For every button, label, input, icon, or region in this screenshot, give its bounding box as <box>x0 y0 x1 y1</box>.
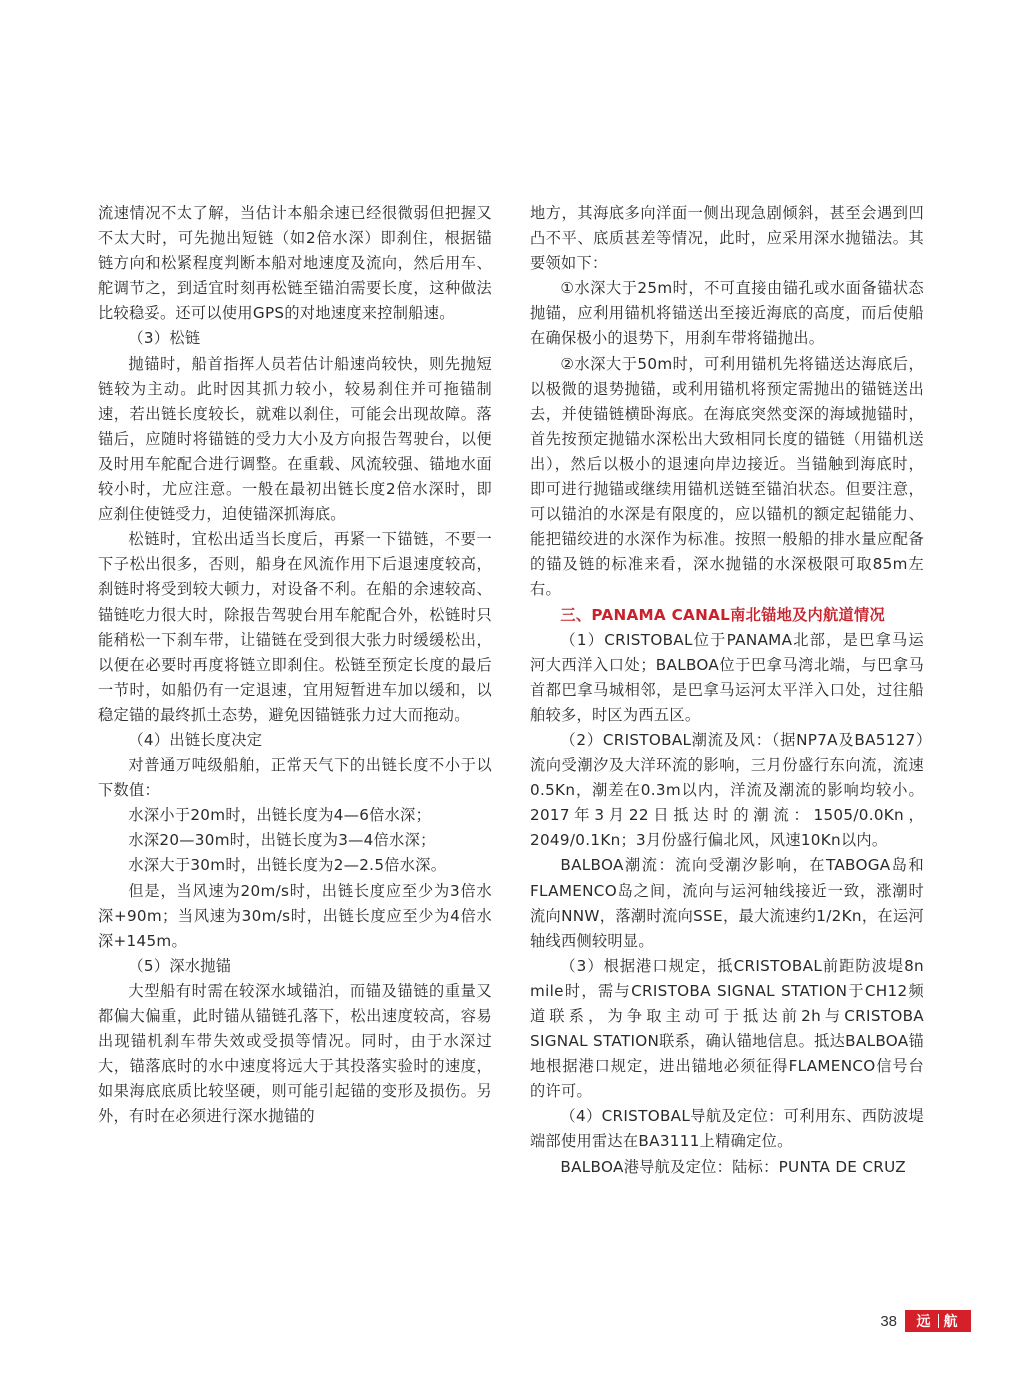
paragraph: 地方，其海底多向洋面一侧出现急剧倾斜，甚至会遇到凹凸不平、底质甚差等情况，此时，应采用深水抛锚法。其要领如下： <box>530 204 924 273</box>
logo-char-left: 远 <box>916 1314 933 1330</box>
paragraph: 水深20—30m时，出链长度为3—4倍水深； <box>128 831 436 850</box>
paragraph: 水深小于20m时，出链长度为4—6倍水深； <box>128 806 432 825</box>
paragraph: 但是，当风速为20m/s时，出链长度应至少为3倍水深+90m；当风速为30m/s时，出链长度应至少为4倍水深+145m。 <box>98 881 492 950</box>
section-heading: 三、PANAMA CANAL南北锚地及内航道情况 <box>560 605 885 624</box>
subsection-title: （3）松链 <box>128 329 201 348</box>
paragraph: （2）CRISTOBAL潮流及风：（据NP7A及BA5127）流向受潮汐及大洋环流的影响，三月份盛行东向流，流速0.5Kn，潮差在0.3m以内，洋流及潮流的影响均较小。2017年3月22日抵达时的潮流：1505/0.0Kn，2049/0.1Kn；3月份盛行偏北风，风速10Kn以内。 <box>530 730 924 850</box>
paragraph: 抛锚时，船首指挥人员若估计船速尚较快，则先抛短链较为主动。此时因其抓力较小，较易刹住并可拖锚制速，若出链长度较长，就难以刹住，可能会出现故障。落锚后，应随时将锚链的受力大小及方向报告驾驶台，以便及时用车舵配合进行调整。在重载、风流较强、锚地水面较小时，尤应注意。一般在最初出链长度2倍水深时，即应刹住使链受力，迫使锚深抓海底。 <box>98 354 492 524</box>
paragraph: 水深大于30m时，出链长度为2—2.5倍水深。 <box>128 856 447 875</box>
paragraph: BALBOA潮流：流向受潮汐影响，在TABOGA岛和FLAMENCO岛之间，流向与运河轴线接近一致，涨潮时流向NNW，落潮时流向SSE，最大流速约1/2Kn，在运河轴线西侧较明显。 <box>530 856 924 950</box>
page-number: 38 <box>880 1312 897 1330</box>
right-column <box>530 201 924 1180</box>
subsection-title: （5）深水抛锚 <box>128 956 232 975</box>
paragraph: （4）CRISTOBAL导航及定位：可利用东、西防波堤端部使用雷达在BA3111上精确定位。 <box>530 1107 924 1151</box>
subsection-title: （4）出链长度决定 <box>128 730 263 749</box>
magazine-logo <box>905 1310 971 1332</box>
paragraph: 对普通万吨级船舶，正常天气下的出链长度不小于以下数值： <box>98 756 492 800</box>
paragraph: BALBOA港导航及定位：陆标：PUNTA DE CRUZ <box>560 1157 906 1176</box>
paragraph: （1）CRISTOBAL位于PANAMA北部，是巴拿马运河大西洋入口处；BALBOA位于巴拿马湾北端，与巴拿马首都巴拿马城相邻，是巴拿马运河太平洋入口处，过往船舶较多，时区为西五区。 <box>530 630 924 724</box>
left-column <box>98 201 492 1129</box>
page-footer <box>880 1308 971 1334</box>
paragraph: ②水深大于50m时，可利用锚机先将锚送达海底后，以极微的退势抛锚，或利用锚机将预定需抛出的锚链送出去，并使锚链横卧海底。在海底突然变深的海域抛锚时，首先按预定抛锚水深松出大致相同长度的锚链（用锚机送出），然后以极小的退速向岸边接近。当锚触到海底时，即可进行抛锚或继续用锚机送链至锚泊状态。但要注意，可以锚泊的水深是有限度的，应以锚机的额定起锚能力、能把锚绞进的水深作为标准。按照一般船的排水量应配备的锚及链的标准来看，深水抛锚的水深极限可取85m左右。 <box>530 354 924 599</box>
paragraph: 大型船有时需在较深水域锚泊，而锚及锚链的重量又都偏大偏重，此时锚从锚链孔落下，松出速度较高，容易出现锚机刹车带失效或受损等情况。同时，由于水深过大，锚落底时的水中速度将远大于其投落实验时的速度，如果海底底质比较坚硬，则可能引起锚的变形及损伤。另外，有时在必须进行深水抛锚的 <box>98 981 492 1126</box>
paragraph: 松链时，宜松出适当长度后，再紧一下锚链，不要一下子松出很多，否则，船身在风流作用下后退速度较高，刹链时将受到较大顿力，对设备不利。在船的余速较高、锚链吃力很大时，除报告驾驶台用车舵配合外，松链时只能稍松一下刹车带，让锚链在受到很大张力时缓缓松出，以便在必要时再度将链立即刹住。松链至预定长度的最后一节时，如船仍有一定退速，宜用短暂进车加以缓和，以稳定锚的最终抓土态势，避免因锚链张力过大而拖动。 <box>98 530 492 724</box>
paragraph: 流速情况不太了解，当估计本船余速已经很微弱但把握又不太大时，可先抛出短链（如2倍水深）即刹住，根据锚链方向和松紧程度判断本船对地速度及流向，然后用车、舵调节之，到适宜时刻再松链至锚泊需要长度，这种做法比较稳妥。还可以使用GPS的对地速度来控制船速。 <box>98 204 492 323</box>
logo-divider <box>938 1314 939 1328</box>
paragraph: （3）根据港口规定，抵CRISTOBAL前距防波堤8n mile时，需与CRISTOBA SIGNAL STATION于CH12频道联系，为争取主动可于抵达前2h与CRISTOBA SIGNAL STATION联系，确认锚地信息。抵达BALBOA锚地根据港口规定，进出锚地必须征得FLAMENCO信号台的许可。 <box>530 956 924 1101</box>
paragraph: ①水深大于25m时，不可直接由锚孔或水面备锚状态抛锚，应利用锚机将锚送出至接近海底的高度，而后使船在确保极小的退势下，用刹车带将锚抛出。 <box>530 279 924 348</box>
logo-char-right: 航 <box>943 1314 960 1330</box>
